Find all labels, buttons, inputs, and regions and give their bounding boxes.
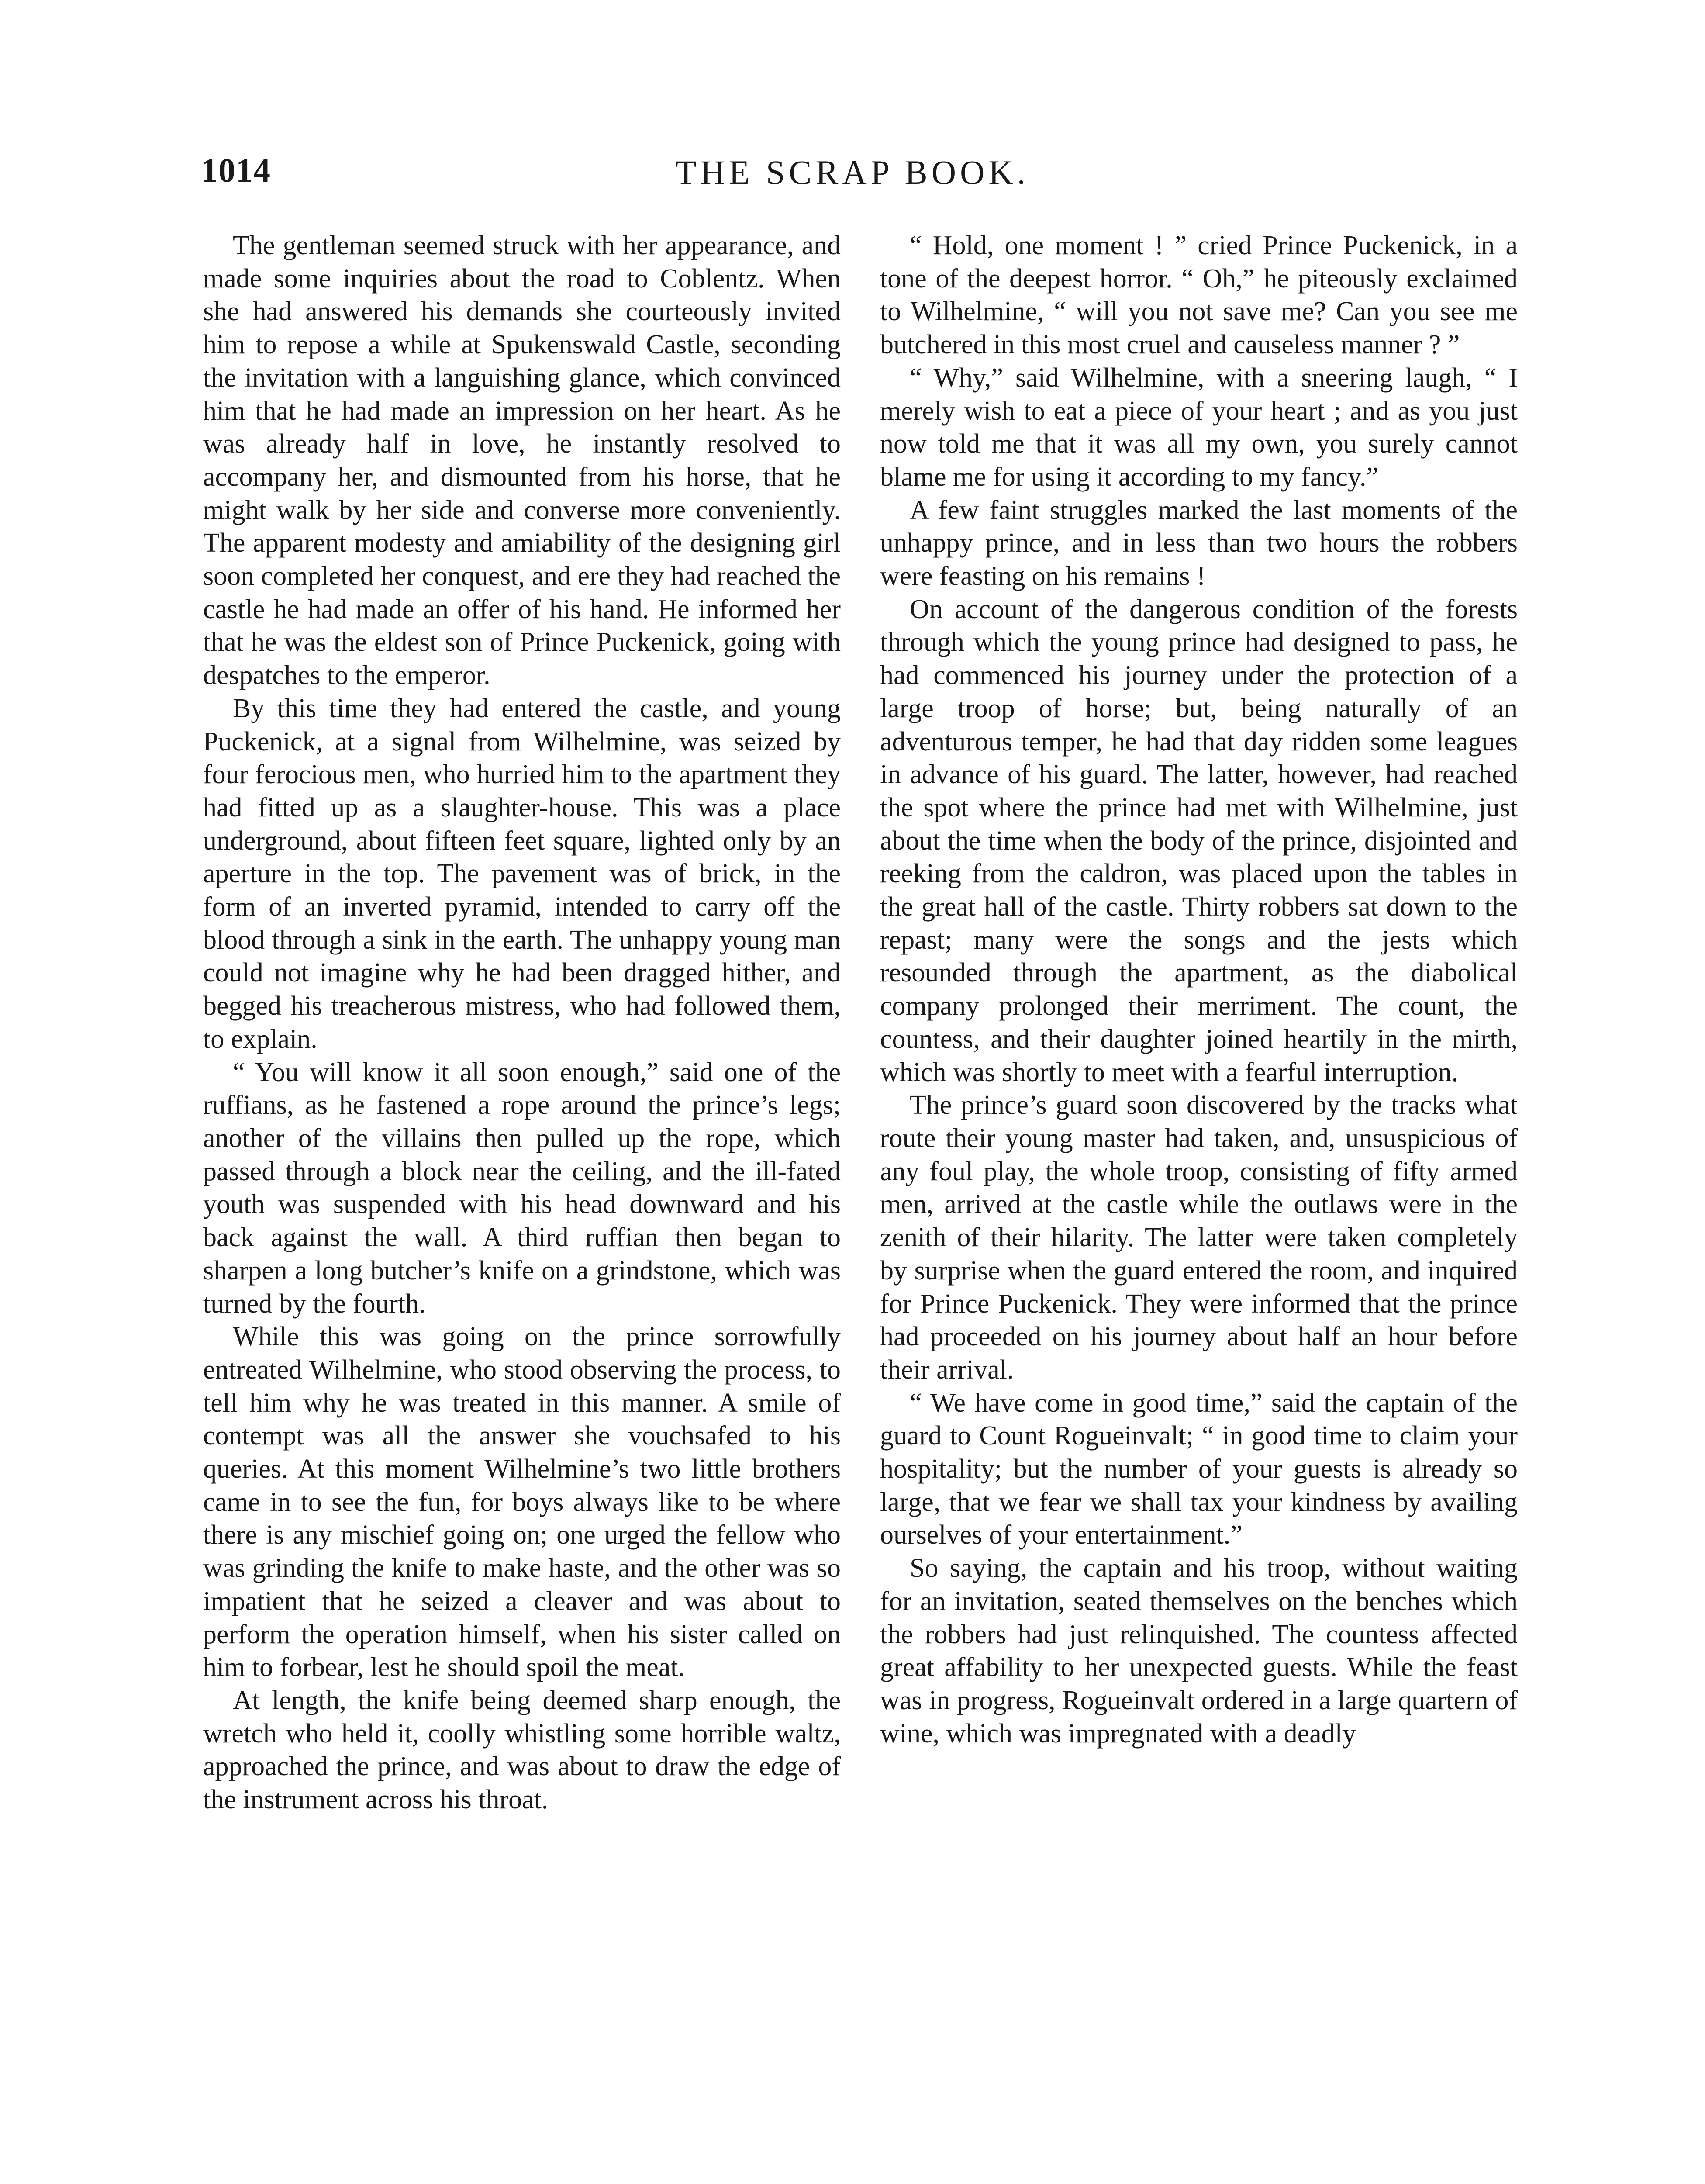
paragraph: By this time they had entered the castle, and young Puckenick, at a signal from Wilhelmine, was seized by four ferocious men, who hurried him to the apartment they had fitted up as a slaughter-house. This was a place underground, about fifteen feet square, lighted only by an aperture in the top. The pavement was of brick, in the form of an inverted pyramid, intended to carry off the blood through a sink in the earth. The unhappy young man could not imagine why he had been dragged hither, and begged his treacherous mistress, who had followed them, to explain. — [203, 693, 841, 1054]
paragraph: So saying, the captain and his troop, without waiting for an invitation, seated themselves on the benches which the robbers had just relinquished. The countess affected great affability to her unexpected guests. While the feast was in progress, Rogueinvalt ordered in a large quartern of wine, which was impregnated with a deadly — [880, 1553, 1518, 1749]
paragraph: The prince’s guard soon discovered by the tracks what route their young master had taken, and, unsuspicious of any foul play, the whole troop, consisting of fifty armed men, arrived at the castle while the outlaws were in the zenith of their hilarity. The latter were taken completely by surprise when the guard entered the room, and inquired for Prince Puckenick. They were informed that the prince had proceeded on his journey about half an hour before their arrival. — [880, 1090, 1518, 1385]
page-number: 1014 — [201, 151, 271, 189]
left-column — [203, 229, 841, 1817]
paragraph: “ We have come in good time,” said the captain of the guard to Count Rogueinvalt; “ in good time to claim your hospitality; but the number of your guests is already so large, that we fear we shall tax your kindness by availing ourselves of your entertainment.” — [880, 1388, 1518, 1550]
paragraph: “ You will know it all soon enough,” said one of the ruffians, as he fastened a rope around the prince’s legs; another of the villains then pulled up the rope, which passed through a block near the ceiling, and the ill-fated youth was suspended with his head downward and his back against the wall. A third ruffian then began to sharpen a long butcher’s knife on a grindstone, which was turned by the fourth. — [203, 1057, 841, 1319]
paragraph: At length, the knife being deemed sharp enough, the wretch who held it, coolly whistling some horrible waltz, approached the prince, and was about to draw the edge of the instrument across his throat. — [203, 1685, 841, 1815]
paragraph: On account of the dangerous condition of the forests through which the young prince had designed to pass, he had commenced his journey under the protection of a large troop of horse; but, being naturally of an adventurous temper, he had that day ridden some leagues in advance of his guard. The latter, however, had reached the spot where the prince had met with Wilhelmine, just about the time when the body of the prince, disjointed and reeking from the caldron, was placed upon the tables in the great hall of the castle. Thirty robbers sat down to the repast; many were the songs and the jests which resounded through the apartment, as the diabolical company prolonged their merriment. The count, the countess, and their daughter joined heartily in the mirth, which was shortly to meet with a fearful interruption. — [880, 594, 1518, 1087]
paragraph: “ Why,” said Wilhelmine, with a sneering laugh, “ I merely wish to eat a piece of your heart ; and as you just now told me that it was all my own, you surely cannot blame me for using it according to my fancy.” — [880, 363, 1518, 492]
paragraph: The gentleman seemed struck with her appearance, and made some inquiries about the road to Coblentz. When she had answered his demands she courteously invited him to repose a while at Spukenswald Castle, seconding the invitation with a languishing glance, which convinced him that he had made an impression on her heart. As he was already half in love, he instantly resolved to accompany her, and dismounted from his horse, that he might walk by her side and converse more conveniently. The apparent modesty and amiability of the designing girl soon completed her conquest, and ere they had reached the castle he had made an offer of his hand. He informed her that he was the eldest son of Prince Puckenick, going with despatches to the emperor. — [203, 231, 841, 691]
paragraph: While this was going on the prince sorrowfully entreated Wilhelmine, who stood observing the process, to tell him why he was treated in this manner. A smile of contempt was all the answer she vouchsafed to his queries. At this moment Wilhelmine’s two little brothers came in to see the fun, for boys always like to be where there is any mischief going on; one urged the fellow who was grinding the knife to make haste, and the other was so impatient that he seized a cleaver and was about to perform the operation himself, when his sister called on him to forbear, lest he should spoil the meat. — [203, 1322, 841, 1683]
right-column — [880, 229, 1518, 1750]
running-head: THE SCRAP BOOK. — [675, 153, 1030, 191]
paragraph: A few faint struggles marked the last moments of the unhappy prince, and in less than two hours the robbers were feasting on his remains ! — [880, 495, 1518, 591]
paragraph: “ Hold, one moment ! ” cried Prince Puckenick, in a tone of the deepest horror. “ Oh,” he piteously exclaimed to Wilhelmine, “ will you not save me? Can you see me butchered in this most cruel and causeless manner ? ” — [880, 231, 1518, 360]
